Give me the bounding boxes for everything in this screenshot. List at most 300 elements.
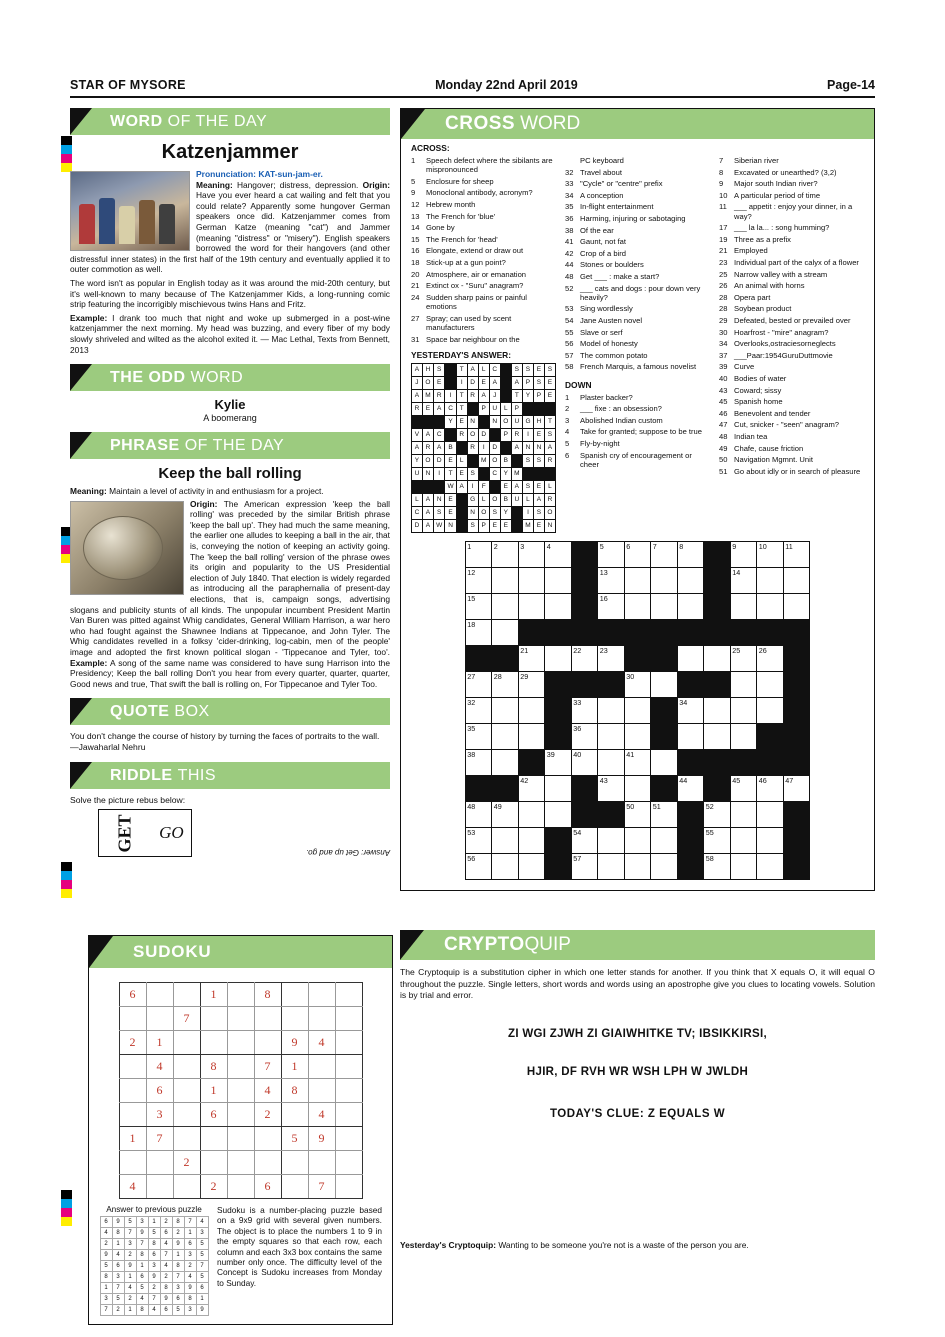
riddle-instruction: Solve the picture rebus below: — [70, 795, 186, 806]
sudoku-cell[interactable]: 5 — [281, 1127, 308, 1151]
table-row — [412, 454, 556, 467]
sudoku-cell[interactable] — [308, 1007, 335, 1031]
grid-cell[interactable] — [571, 827, 598, 853]
grid-cell[interactable] — [518, 671, 545, 697]
sudoku-answer-cell: 7 — [136, 1239, 148, 1250]
block-cell — [783, 853, 810, 879]
grid-cell[interactable] — [651, 827, 678, 853]
sudoku-cell[interactable] — [173, 1103, 200, 1127]
grid-cell[interactable] — [518, 827, 545, 853]
clue-text: The French for 'blue' — [426, 211, 496, 221]
yesterday-answer-label: YESTERDAY'S ANSWER: — [411, 349, 512, 360]
letter-cell: G — [522, 415, 533, 428]
sudoku-answer-row — [100, 1217, 208, 1228]
sudoku-cell[interactable] — [335, 1007, 362, 1031]
sudoku-cell[interactable] — [227, 1007, 254, 1031]
grid-cell[interactable] — [571, 645, 598, 671]
grid-cell[interactable] — [677, 697, 704, 723]
block-cell — [522, 467, 533, 480]
grid-cell[interactable] — [598, 645, 625, 671]
grid-cell[interactable] — [492, 723, 519, 749]
clue-item — [719, 351, 864, 360]
clue-text: Harming, injuring or sabotaging — [580, 213, 686, 223]
grid-cell[interactable] — [677, 723, 704, 749]
sudoku-cell[interactable] — [173, 1127, 200, 1151]
grid-cell[interactable] — [518, 567, 545, 593]
riddle-banner-bold: RIDDLE — [110, 766, 173, 784]
grid-cell[interactable] — [465, 697, 492, 723]
letter-cell: E — [544, 376, 555, 389]
grid-cell[interactable] — [730, 645, 757, 671]
sudoku-cell[interactable] — [335, 1055, 362, 1079]
grid-cell[interactable] — [545, 541, 572, 567]
grid-cell[interactable] — [571, 697, 598, 723]
cell-number: 12 — [467, 567, 476, 577]
grid-cell[interactable] — [651, 671, 678, 697]
grid-cell[interactable] — [757, 853, 784, 879]
sudoku-cell[interactable] — [335, 1151, 362, 1175]
clue-item — [719, 179, 864, 188]
banner-corner-icon — [89, 936, 113, 968]
grid-cell[interactable] — [598, 827, 625, 853]
grid-cell[interactable] — [465, 853, 492, 879]
sudoku-cell[interactable]: 9 — [281, 1031, 308, 1055]
sudoku-cell[interactable] — [227, 983, 254, 1007]
sudoku-cell[interactable] — [146, 1007, 173, 1031]
grid-cell[interactable] — [757, 671, 784, 697]
sudoku-cell[interactable]: 2 — [254, 1103, 281, 1127]
sudoku-cell[interactable] — [281, 1175, 308, 1199]
grid-cell[interactable] — [465, 619, 492, 645]
block-cell — [456, 493, 467, 506]
sudoku-cell[interactable] — [227, 1103, 254, 1127]
cell-number: 27 — [467, 671, 476, 681]
clue-number: 48 — [565, 271, 574, 281]
grid-cell[interactable] — [704, 827, 731, 853]
rebus-right-word: GO — [159, 823, 184, 843]
sudoku-cell[interactable] — [254, 1151, 281, 1175]
sudoku-cell[interactable]: 8 — [254, 983, 281, 1007]
grid-cell[interactable] — [465, 749, 492, 775]
sudoku-cell[interactable]: 1 — [200, 1079, 227, 1103]
grid-cell[interactable] — [465, 723, 492, 749]
clue-item — [565, 351, 710, 360]
grid-cell[interactable] — [492, 567, 519, 593]
letter-cell: J — [489, 389, 500, 402]
sudoku-cell[interactable] — [200, 1031, 227, 1055]
grid-cell[interactable] — [518, 775, 545, 801]
grid-cell[interactable] — [465, 671, 492, 697]
sudoku-cell[interactable]: 2 — [173, 1151, 200, 1175]
clue-number: 3 — [565, 415, 570, 425]
letter-cell: R — [412, 402, 423, 415]
sudoku-row — [119, 1103, 362, 1127]
sudoku-answer-cell: 1 — [124, 1305, 136, 1316]
across-label: ACROSS: — [411, 143, 450, 153]
grid-cell[interactable] — [571, 723, 598, 749]
cell-number: 42 — [520, 775, 529, 785]
grid-cell[interactable] — [492, 671, 519, 697]
sudoku-answer-cell: 2 — [124, 1250, 136, 1261]
grid-cell[interactable] — [730, 671, 757, 697]
sudoku-answer-cell: 3 — [100, 1294, 112, 1305]
phrase-banner-bold: PHRASE — [110, 436, 180, 454]
clue-text: Space bar neighbour on the — [426, 334, 520, 344]
sudoku-cell[interactable] — [227, 1031, 254, 1055]
sudoku-cell[interactable] — [119, 1079, 146, 1103]
cryptoquip-yesterday-text: Wanting to be someone you're not is a waste of the person you are. — [498, 1240, 749, 1250]
grid-cell[interactable] — [730, 723, 757, 749]
cell-number: 51 — [652, 801, 661, 811]
grid-cell[interactable] — [651, 801, 678, 827]
grid-cell[interactable] — [492, 853, 519, 879]
clue-item — [719, 156, 864, 165]
letter-cell: T — [445, 467, 456, 480]
sudoku-cell[interactable] — [119, 1007, 146, 1031]
sudoku-cell[interactable]: 1 — [200, 983, 227, 1007]
grid-cell[interactable] — [492, 593, 519, 619]
sudoku-cell[interactable]: 4 — [254, 1079, 281, 1103]
grid-cell[interactable] — [677, 593, 704, 619]
grid-cell[interactable] — [677, 645, 704, 671]
cell-number: 3 — [520, 541, 525, 551]
grid-cell[interactable] — [704, 697, 731, 723]
block-cell — [545, 853, 572, 879]
sudoku-cell[interactable] — [335, 1031, 362, 1055]
sudoku-cell[interactable]: 4 — [146, 1055, 173, 1079]
block-cell — [433, 415, 444, 428]
grid-cell[interactable] — [545, 567, 572, 593]
sudoku-cell[interactable] — [227, 1151, 254, 1175]
clue-text: A conception — [580, 190, 624, 200]
grid-cell[interactable] — [465, 567, 492, 593]
grid-cell[interactable] — [545, 645, 572, 671]
grid-cell[interactable] — [545, 749, 572, 775]
sudoku-cell[interactable] — [173, 983, 200, 1007]
sudoku-answer-cell: 5 — [124, 1217, 136, 1228]
grid-cell[interactable] — [624, 749, 651, 775]
grid-cell[interactable] — [730, 541, 757, 567]
sudoku-cell[interactable] — [173, 1175, 200, 1199]
clue-columns — [411, 156, 864, 533]
sudoku-cell[interactable]: 4 — [119, 1175, 146, 1199]
sudoku-cell[interactable] — [281, 1103, 308, 1127]
grid-cell[interactable] — [518, 801, 545, 827]
sudoku-cell[interactable]: 9 — [308, 1127, 335, 1151]
grid-cell[interactable] — [730, 801, 757, 827]
clue-item — [565, 304, 710, 313]
clue-text: An animal with horns — [734, 281, 805, 291]
letter-cell: S — [544, 428, 555, 441]
clue-text: Travel about — [580, 167, 622, 177]
clue-number: 8 — [719, 167, 724, 177]
grid-cell[interactable] — [757, 697, 784, 723]
grid-cell[interactable] — [757, 775, 784, 801]
sudoku-cell[interactable] — [146, 983, 173, 1007]
letter-cell: L — [456, 454, 467, 467]
sudoku-cell[interactable] — [308, 1151, 335, 1175]
block-cell — [651, 619, 678, 645]
crossword-grid[interactable] — [465, 541, 811, 880]
grid-cell[interactable] — [571, 853, 598, 879]
sudoku-cell[interactable] — [254, 1007, 281, 1031]
sudoku-answer-cell: 7 — [160, 1250, 172, 1261]
grid-cell[interactable] — [730, 853, 757, 879]
grid-cell[interactable] — [677, 567, 704, 593]
grid-cell[interactable] — [492, 801, 519, 827]
grid-cell[interactable] — [757, 801, 784, 827]
grid-cell[interactable] — [677, 775, 704, 801]
sudoku-cell[interactable]: 6 — [254, 1175, 281, 1199]
riddle-answer: Answer: Get up and go. — [305, 848, 390, 858]
sudoku-cell[interactable]: 1 — [146, 1031, 173, 1055]
grid-cell[interactable] — [783, 567, 810, 593]
grid-cell[interactable] — [598, 541, 625, 567]
grid-cell[interactable] — [518, 697, 545, 723]
grid-cell[interactable] — [598, 593, 625, 619]
grid-cell[interactable] — [465, 827, 492, 853]
sudoku-cell[interactable] — [335, 1103, 362, 1127]
sudoku-cell[interactable]: 6 — [200, 1103, 227, 1127]
grid-cell[interactable] — [704, 723, 731, 749]
phrase-of-the-day-banner — [70, 432, 390, 459]
letter-cell: O — [478, 506, 489, 519]
sudoku-cell[interactable] — [146, 1175, 173, 1199]
sudoku-footer — [89, 1205, 392, 1316]
letter-cell: L — [522, 493, 533, 506]
sudoku-cell[interactable]: 7 — [308, 1175, 335, 1199]
sudoku-cell[interactable] — [335, 1127, 362, 1151]
sudoku-answer-cell: 9 — [196, 1305, 208, 1316]
sudoku-cell[interactable] — [308, 983, 335, 1007]
grid-cell[interactable] — [492, 619, 519, 645]
sudoku-cell[interactable] — [119, 1055, 146, 1079]
clue-item — [565, 328, 710, 337]
grid-cell[interactable] — [518, 853, 545, 879]
grid-cell[interactable] — [757, 593, 784, 619]
grid-cell[interactable] — [651, 593, 678, 619]
grid-cell[interactable] — [730, 827, 757, 853]
sudoku-cell[interactable] — [254, 1031, 281, 1055]
sudoku-cell[interactable] — [227, 1175, 254, 1199]
grid-cell[interactable] — [704, 853, 731, 879]
letter-cell: O — [500, 415, 511, 428]
grid-cell[interactable] — [598, 697, 625, 723]
grid-cell[interactable] — [518, 723, 545, 749]
sudoku-cell[interactable]: 4 — [308, 1103, 335, 1127]
grid-cell[interactable] — [518, 645, 545, 671]
grid-cell[interactable] — [651, 853, 678, 879]
block-cell — [704, 541, 731, 567]
sudoku-cell[interactable]: 7 — [146, 1127, 173, 1151]
clue-text: Opera part — [734, 292, 771, 302]
sudoku-cell[interactable] — [335, 1175, 362, 1199]
grid-cell[interactable] — [677, 541, 704, 567]
grid-cell[interactable] — [783, 541, 810, 567]
grid-cell[interactable] — [598, 567, 625, 593]
grid-cell[interactable] — [624, 697, 651, 723]
letter-cell: A — [467, 363, 478, 376]
grid-cell[interactable] — [598, 775, 625, 801]
grid-cell[interactable] — [730, 593, 757, 619]
grid-cell[interactable] — [492, 697, 519, 723]
clue-number: 28 — [719, 292, 728, 302]
grid-cell[interactable] — [730, 697, 757, 723]
grid-cell[interactable] — [518, 541, 545, 567]
cell-number: 21 — [520, 645, 529, 655]
grid-cell[interactable] — [730, 567, 757, 593]
word-of-the-day-para2: The word isn't as popular in English today as it was around the mid-20th century, but it's well-known to many because of The Katzenjammer Kids, a long-running comic strip featuring the incorrigibly mischievous twins Hans and Fritz. — [70, 277, 390, 310]
sudoku-cell[interactable]: 6 — [119, 983, 146, 1007]
grid-cell[interactable] — [545, 593, 572, 619]
grid-cell[interactable] — [465, 541, 492, 567]
grid-cell[interactable] — [730, 775, 757, 801]
grid-cell[interactable] — [492, 541, 519, 567]
sudoku-cell[interactable]: 1 — [119, 1127, 146, 1151]
sudoku-cell[interactable] — [308, 1055, 335, 1079]
clue-item — [411, 258, 556, 267]
sudoku-cell[interactable]: 1 — [281, 1055, 308, 1079]
block-cell — [571, 671, 598, 697]
clue-item — [565, 272, 710, 281]
sudoku-answer-cell: 9 — [184, 1283, 196, 1294]
grid-cell[interactable] — [651, 749, 678, 775]
letter-cell: E — [534, 519, 545, 532]
sudoku-cell[interactable]: 4 — [308, 1031, 335, 1055]
letter-cell: R — [422, 441, 433, 454]
sudoku-row — [119, 1079, 362, 1103]
clue-item — [719, 168, 864, 177]
letter-cell: C — [489, 363, 500, 376]
cell-number: 7 — [652, 541, 657, 551]
clue-number: 44 — [565, 260, 574, 270]
grid-cell[interactable] — [598, 723, 625, 749]
letter-cell: E — [445, 506, 456, 519]
sudoku-cell[interactable] — [335, 1079, 362, 1103]
sudoku-cell[interactable] — [200, 1127, 227, 1151]
grid-cell[interactable] — [492, 827, 519, 853]
sudoku-cell[interactable] — [119, 1103, 146, 1127]
grid-cell[interactable] — [624, 801, 651, 827]
grid-cell[interactable] — [465, 801, 492, 827]
grid-cell[interactable] — [651, 541, 678, 567]
letter-cell: E — [445, 493, 456, 506]
cell-number: 54 — [573, 827, 582, 837]
sudoku-cell[interactable]: 2 — [200, 1175, 227, 1199]
sudoku-cell[interactable] — [335, 983, 362, 1007]
sudoku-cell[interactable]: 8 — [200, 1055, 227, 1079]
letter-cell: A — [544, 441, 555, 454]
grid-cell[interactable] — [624, 827, 651, 853]
clue-text: ___Paar:1954GuruDuttmovie — [734, 350, 833, 360]
sudoku-cell[interactable] — [146, 1151, 173, 1175]
clue-number: 45 — [719, 397, 728, 407]
grid-cell[interactable] — [783, 775, 810, 801]
letter-cell: I — [522, 506, 533, 519]
block-cell — [783, 645, 810, 671]
grid-cell[interactable] — [783, 593, 810, 619]
sudoku-cell[interactable] — [227, 1079, 254, 1103]
grid-cell[interactable] — [704, 801, 731, 827]
clue-item — [565, 339, 710, 348]
clue-number: 51 — [719, 466, 728, 476]
block-cell — [783, 827, 810, 853]
letter-cell: Y — [445, 415, 456, 428]
grid-cell[interactable] — [624, 541, 651, 567]
clue-item — [719, 223, 864, 232]
grid-cell[interactable] — [757, 645, 784, 671]
grid-cell[interactable] — [651, 567, 678, 593]
block-cell — [445, 363, 456, 376]
sudoku-cell[interactable] — [281, 983, 308, 1007]
sudoku-cell[interactable]: 8 — [281, 1079, 308, 1103]
letter-cell: W — [433, 519, 444, 532]
sudoku-cell[interactable] — [281, 1151, 308, 1175]
sudoku-cell[interactable] — [308, 1079, 335, 1103]
block-cell — [500, 376, 511, 389]
grid-cell[interactable] — [465, 593, 492, 619]
letter-cell: S — [522, 480, 533, 493]
sudoku-answer-cell: 6 — [148, 1250, 160, 1261]
grid-cell[interactable] — [757, 541, 784, 567]
letter-cell: A — [478, 389, 489, 402]
grid-cell[interactable] — [492, 749, 519, 775]
sudoku-cell[interactable]: 3 — [146, 1103, 173, 1127]
grid-cell[interactable] — [624, 723, 651, 749]
grid-cell[interactable] — [624, 853, 651, 879]
clue-item — [719, 246, 864, 255]
sudoku-cell[interactable] — [254, 1127, 281, 1151]
grid-cell[interactable] — [757, 827, 784, 853]
grid-cell[interactable] — [624, 567, 651, 593]
sudoku-cell[interactable] — [173, 1079, 200, 1103]
clue-text: Model of honesty — [580, 339, 638, 349]
sudoku-cell[interactable] — [119, 1151, 146, 1175]
sudoku-cell[interactable] — [281, 1007, 308, 1031]
sudoku-cell[interactable] — [173, 1031, 200, 1055]
table-row — [412, 363, 556, 376]
block-cell — [445, 376, 456, 389]
phrase-origin — [70, 499, 390, 690]
block-cell — [571, 567, 598, 593]
sudoku-cell[interactable] — [227, 1055, 254, 1079]
grid-cell[interactable] — [598, 853, 625, 879]
grid-cell[interactable] — [518, 593, 545, 619]
grid-cell[interactable] — [704, 645, 731, 671]
block-cell — [467, 454, 478, 467]
grid-cell[interactable] — [545, 801, 572, 827]
sudoku-grid[interactable] — [119, 982, 363, 1199]
sudoku-cell[interactable] — [200, 1007, 227, 1031]
sudoku-cell[interactable] — [227, 1127, 254, 1151]
block-cell — [545, 723, 572, 749]
block-cell — [534, 402, 545, 415]
grid-cell[interactable] — [598, 749, 625, 775]
sudoku-cell[interactable]: 6 — [146, 1079, 173, 1103]
grid-cell[interactable] — [757, 567, 784, 593]
sudoku-cell[interactable]: 2 — [119, 1031, 146, 1055]
grid-cell[interactable] — [624, 593, 651, 619]
sudoku-cell[interactable]: 7 — [173, 1007, 200, 1031]
grid-cell[interactable] — [571, 749, 598, 775]
sudoku-cell[interactable]: 7 — [254, 1055, 281, 1079]
sudoku-cell[interactable] — [173, 1055, 200, 1079]
grid-cell[interactable] — [624, 775, 651, 801]
grid-cell[interactable] — [624, 671, 651, 697]
grid-cell[interactable] — [545, 775, 572, 801]
clue-text: Speech defect where the sibilants are mispronounced — [426, 156, 553, 175]
sudoku-cell[interactable] — [200, 1151, 227, 1175]
